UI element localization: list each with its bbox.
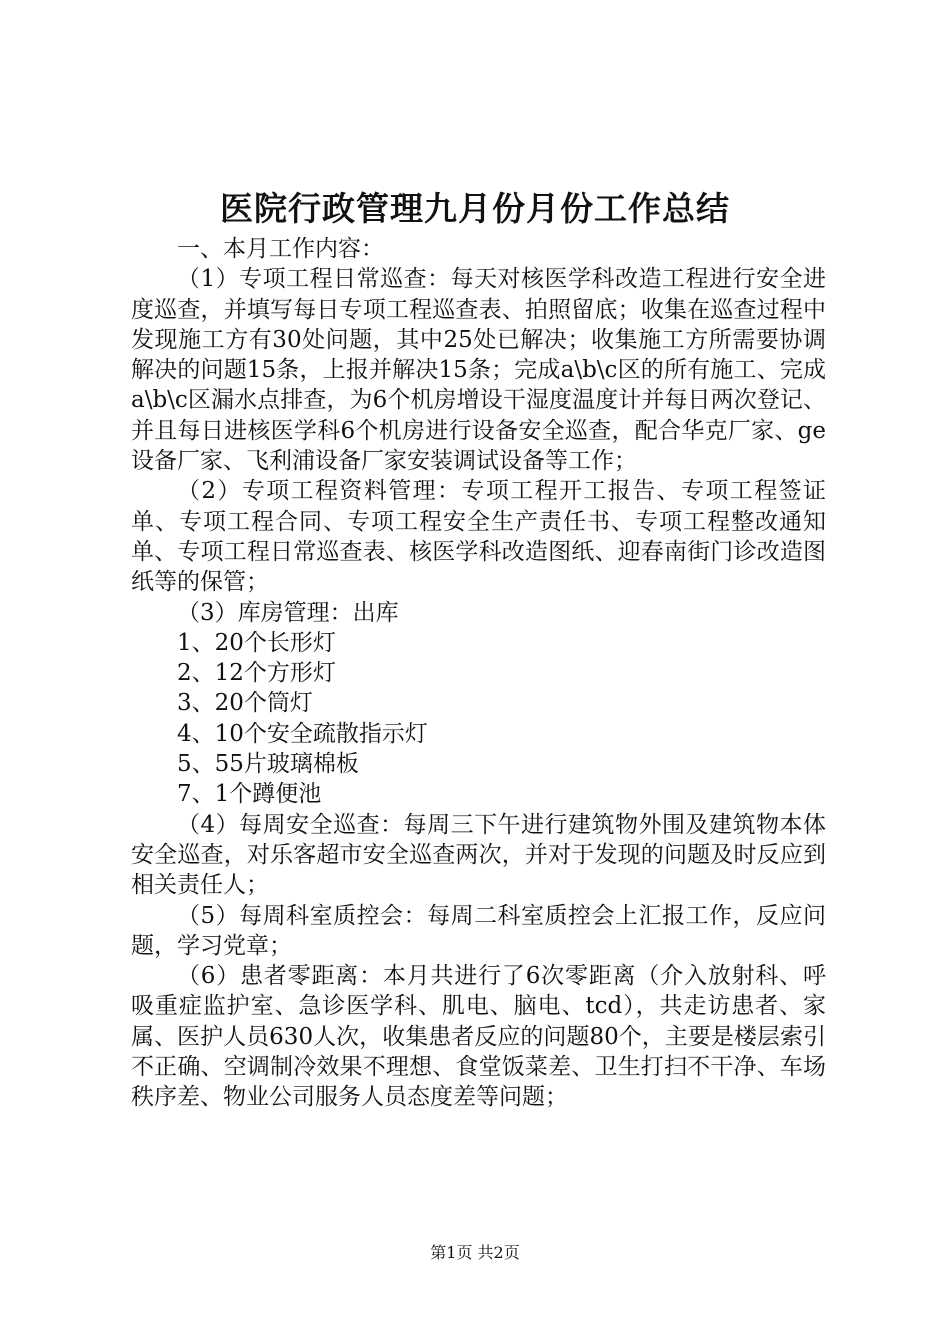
list-item: 2、12个方形灯 <box>177 660 336 687</box>
list-item: 5、55片玻璃棉板 <box>177 751 359 778</box>
list-item: 7、1个蹲便池 <box>177 781 322 808</box>
list-item: 1、20个长形灯 <box>177 629 336 656</box>
paragraph-warehouse: （3）库房管理：出库 <box>177 599 399 626</box>
document-body <box>131 234 826 1113</box>
paragraph-documents: （2）专项工程资料管理：专项工程开工报告、专项工程签证单、专项工程合同、专项工程安全生产责任书、专项工程整改通知单、专项工程日常巡查表、核医学科改造图纸、迎春南街门诊改造图纸等的保管； <box>131 478 826 596</box>
list-item: 3、20个筒灯 <box>177 690 313 717</box>
section-heading: 一、本月工作内容： <box>177 236 384 262</box>
document-title: 医院行政管理九月份月份工作总结 <box>220 189 730 228</box>
paragraph-inspection: （1）专项工程日常巡查：每天对核医学科改造工程进行安全进度巡查，并填写每日专项工程巡查表、拍照留底；收集在巡查过程中发现施工方有30处问题，其中25处已解决；收集施工方所需要协调解决的问题15条，上报并解决15条；完成a\b\c区的所有施工、完成a\b\c区漏水点排查，为6个机房增设干湿度温度计并每日两次登记、并且每日进核医学科6个机房进行设备安全巡查，配合华克厂家、ge设备厂家、飞利浦设备厂家安装调试设备等工作； <box>131 266 826 475</box>
paragraph-patient-visits: （6）患者零距离：本月共进行了6次零距离（介入放射科、呼吸重症监护室、急诊医学科、肌电、脑电、tcd），共走访患者、家属、医护人员630人次，收集患者反应的问题80个，主要是楼层索引不正确、空调制冷效果不理想、食堂饭菜差、卫生打扫不干净、车场秩序差、物业公司服务人员态度差等问题； <box>131 963 826 1111</box>
paragraph-safety-check: （4）每周安全巡查：每周三下午进行建筑物外围及建筑物本体安全巡查，对乐客超市安全巡查两次，并对于发现的问题及时反应到相关责任人； <box>131 811 826 899</box>
paragraph-quality-meeting: （5）每周科室质控会：每周二科室质控会上汇报工作，反应问题，学习党章； <box>131 902 826 959</box>
list-item: 4、10个安全疏散指示灯 <box>177 720 428 747</box>
page-footer: 第1页 共2页 <box>430 1243 520 1262</box>
